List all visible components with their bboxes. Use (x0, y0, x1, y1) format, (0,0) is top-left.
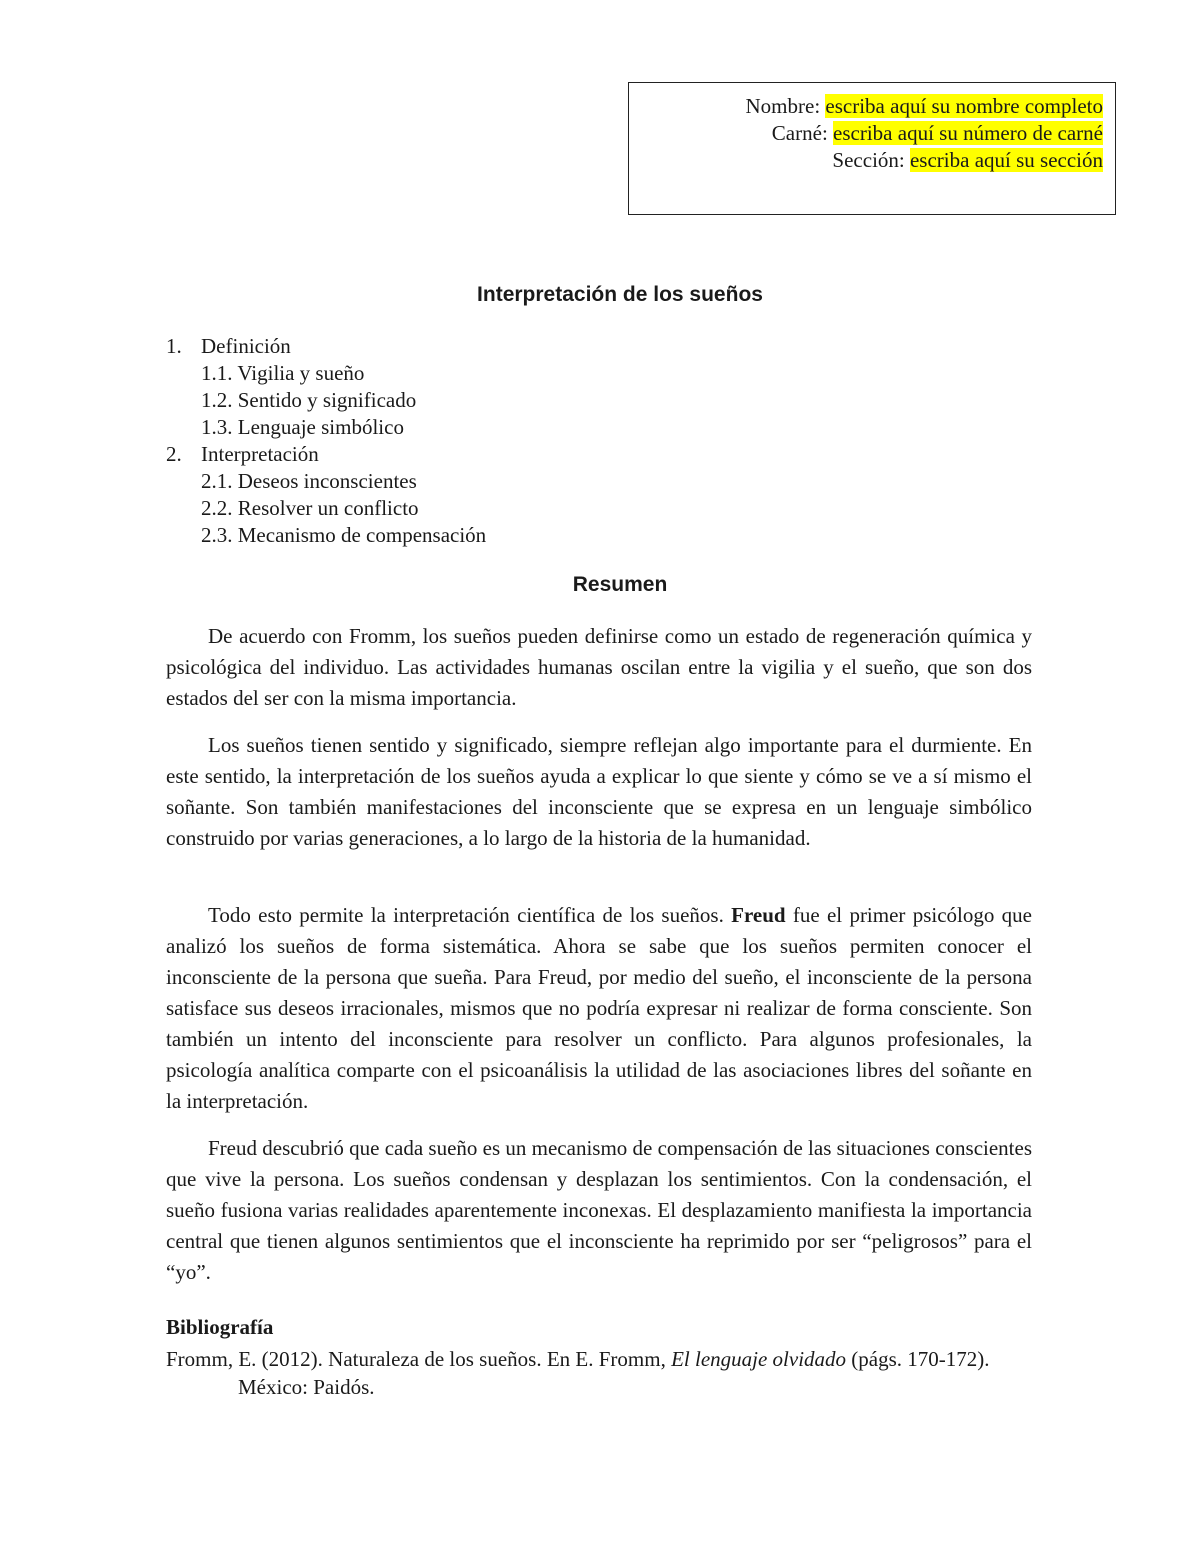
outline-list (166, 333, 486, 549)
summary-paragraph-2: Los sueños tienen sentido y significado, siempre reflejan algo importante para el durmiente. En este sentido, la interpretación de los sueños ayuda a explicar lo que siente y cómo se ve a sí mismo el soñante. Son también manifestaciones del inconsciente que se expresa en un lenguaje simbólico construido por varias generaciones, a lo largo de la historia de la humanidad. (166, 733, 1032, 850)
paragraph-text: fue el primer psicólogo que analizó los sueños de forma sistemática. Ahora se sabe que los sueños permiten conocer el inconsciente de la persona que sueña. Para Freud, por medio del sueño, el inconsciente de la persona satisface sus deseos irracionales, mismos que no podría expresar ni realizar de forma consciente. Son también un intento del inconsciente para resolver un conflicto. Para algunos profesionales, la psicología analítica comparte con el psicoanálisis la utilidad de las asociaciones libres del soñante en la interpretación. (166, 903, 1032, 1113)
entry-text: Fromm, E. (2012). Naturaleza de los sueños. En E. Fromm, (166, 1347, 672, 1371)
document-title: Interpretación de los sueños (477, 283, 763, 306)
outline-subitem: 2.2. Resolver un conflicto (201, 496, 419, 520)
book-title: El lenguaje olvidado (671, 1347, 847, 1371)
outline-subitem: 1.1. Vigilia y sueño (201, 361, 365, 385)
summary-paragraph-3 (166, 900, 1032, 1117)
bibliography-heading: Bibliografía (166, 1315, 274, 1339)
student-info-box (628, 82, 1116, 215)
outline-item (166, 333, 486, 360)
id-label: Carné: (771, 121, 828, 145)
outline-subitem: 1.2. Sentido y significado (201, 388, 417, 412)
entry-text: (págs. 170-172). México: Paidós. (238, 1347, 990, 1399)
outline-subitem: 1.3. Lenguaje simbólico (201, 415, 404, 439)
outline-label: Interpretación (201, 442, 319, 466)
bold-author: Freud (731, 903, 786, 927)
name-line (746, 93, 1104, 119)
outline-number: 2. (166, 442, 182, 466)
section-line (832, 147, 1103, 173)
section-label: Sección: (832, 148, 905, 172)
outline-subitem: 2.1. Deseos inconscientes (201, 469, 417, 493)
section-placeholder[interactable]: escriba aquí su sección (909, 148, 1103, 172)
outline-number: 1. (166, 334, 182, 358)
summary-heading: Resumen (572, 573, 668, 596)
outline-label: Definición (201, 334, 291, 358)
name-placeholder[interactable]: escriba aquí su nombre completo (825, 94, 1103, 118)
bibliography-entry (166, 1345, 1032, 1401)
id-placeholder[interactable]: escriba aquí su número de carné (833, 121, 1103, 145)
outline-item (166, 441, 486, 468)
name-label: Nombre: (745, 94, 821, 118)
paragraph-text: Todo esto permite la interpretación científica de los sueños. (208, 903, 732, 927)
summary-paragraph-4: Freud descubrió que cada sueño es un mecanismo de compensación de las situaciones conscientes que vive la persona. Los sueños condensan y desplazan los sentimientos. Con la condensación, el sueño fusiona varias realidades aparentemente inconexas. El desplazamiento manifiesta la importancia central que tienen algunos sentimientos que el inconsciente ha reprimido por ser “peligrosos” para el “yo”. (166, 1136, 1032, 1284)
id-line (772, 120, 1103, 146)
outline-subitem: 2.3. Mecanismo de compensación (201, 523, 487, 547)
summary-paragraph-1: De acuerdo con Fromm, los sueños pueden definirse como un estado de regeneración química y psicológica del individuo. Las actividades humanas oscilan entre la vigilia y el sueño, que son dos estados del ser con la misma importancia. (166, 624, 1032, 710)
